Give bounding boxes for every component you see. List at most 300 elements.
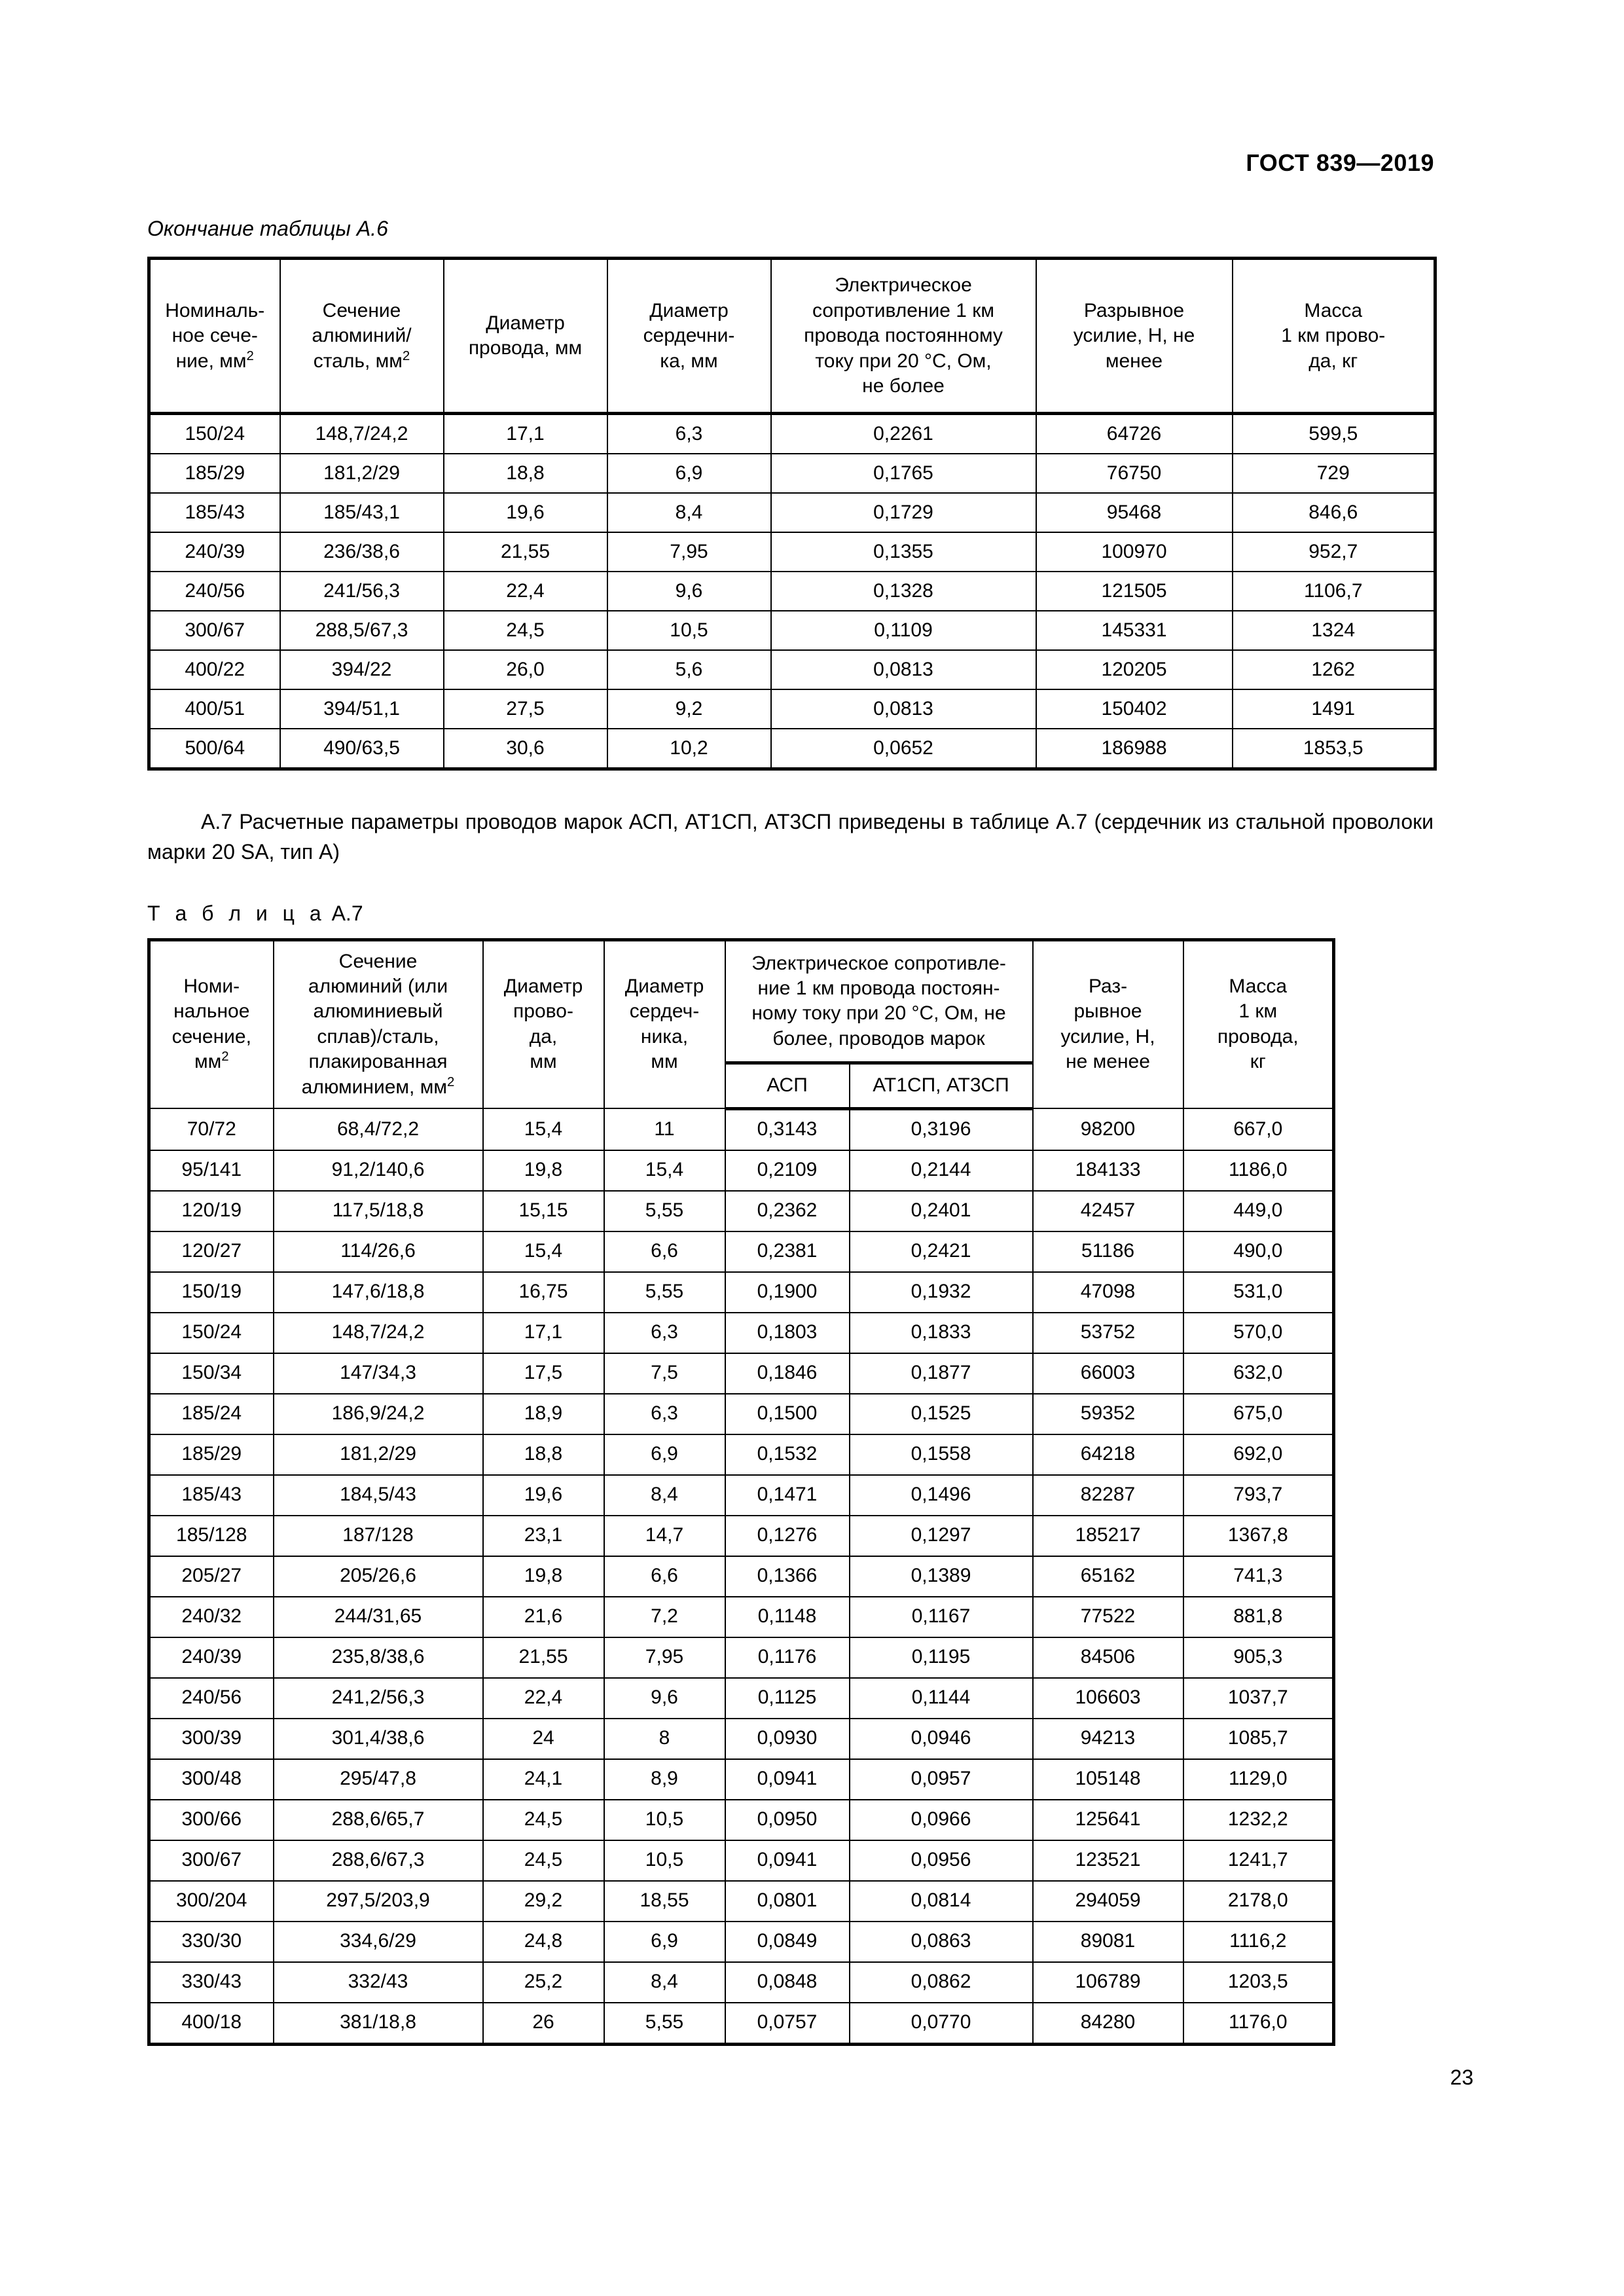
- table-cell: 53752: [1033, 1313, 1183, 1353]
- table-cell: 0,3196: [850, 1108, 1033, 1150]
- table-cell: 0,0814: [850, 1881, 1033, 1922]
- header-line: усилие, Н,: [1060, 1025, 1155, 1048]
- header-line: Электрическое сопротивле-: [751, 952, 1006, 974]
- header-line: Раз-: [1088, 975, 1128, 998]
- header-line: прово-: [513, 1000, 573, 1023]
- table-cell: 150/34: [149, 1353, 274, 1394]
- table-cell: 300/67: [149, 611, 280, 650]
- table-row: [149, 1353, 1334, 1394]
- table-cell: 6,6: [604, 1231, 725, 1272]
- table-cell: 0,0652: [771, 729, 1036, 769]
- table-cell: 29,2: [483, 1881, 604, 1922]
- table-cell: 0,1765: [771, 454, 1036, 493]
- header-superscript: 2: [446, 1074, 455, 1089]
- table-cell: 17,5: [483, 1353, 604, 1394]
- table-cell: 381/18,8: [274, 2003, 483, 2045]
- table-row: [149, 1800, 1334, 1840]
- header-line: плакированная: [308, 1051, 448, 1073]
- table-cell: 120/27: [149, 1231, 274, 1272]
- table-cell: 0,2401: [850, 1191, 1033, 1231]
- table-cell: 905,3: [1183, 1637, 1334, 1678]
- header-line: ние, мм: [175, 350, 247, 372]
- table-cell: 1037,7: [1183, 1678, 1334, 1719]
- table-cell: 148,7/24,2: [280, 414, 444, 454]
- table-cell: 0,0930: [725, 1719, 850, 1759]
- header-line: алюминий/: [312, 325, 412, 347]
- header-line: току при 20 °C, Ом,: [815, 350, 992, 372]
- table-cell: 0,0848: [725, 1962, 850, 2003]
- header-line: 1 км: [1238, 1000, 1278, 1023]
- table-cell: 0,1900: [725, 1272, 850, 1313]
- table-row: [149, 1516, 1334, 1556]
- table-cell: 24,5: [444, 611, 607, 650]
- table-cell: 185/29: [149, 454, 280, 493]
- table-cell: 667,0: [1183, 1108, 1334, 1150]
- table-cell: 0,2261: [771, 414, 1036, 454]
- table-cell: 0,0946: [850, 1719, 1033, 1759]
- table-cell: 51186: [1033, 1231, 1183, 1272]
- header-superscript: 2: [221, 1049, 229, 1065]
- table-a7-caption: [147, 901, 1434, 926]
- table-row: [149, 1191, 1334, 1231]
- page-number: 23: [1450, 2066, 1473, 2089]
- table-cell: 0,1328: [771, 572, 1036, 611]
- table-cell: 0,0849: [725, 1922, 850, 1962]
- table-cell: 26: [483, 2003, 604, 2045]
- table-cell: 240/32: [149, 1597, 274, 1637]
- table-cell: 0,1729: [771, 493, 1036, 532]
- header-line: сопротивление 1 км: [812, 299, 995, 321]
- table-cell: 793,7: [1183, 1475, 1334, 1516]
- table-cell: 531,0: [1183, 1272, 1334, 1313]
- table-cell: 0,1148: [725, 1597, 850, 1637]
- table-row: [149, 454, 1435, 493]
- table-row: [149, 1150, 1334, 1191]
- table-cell: 24: [483, 1719, 604, 1759]
- table-cell: 19,8: [483, 1556, 604, 1597]
- table-cell: 24,5: [483, 1800, 604, 1840]
- header-line: мм: [530, 1051, 557, 1073]
- table-cell: 1241,7: [1183, 1840, 1334, 1881]
- table-cell: 125641: [1033, 1800, 1183, 1840]
- table-cell: 66003: [1033, 1353, 1183, 1394]
- table-cell: 10,5: [607, 611, 771, 650]
- table-cell: 334,6/29: [274, 1922, 483, 1962]
- table-cell: 0,1195: [850, 1637, 1033, 1678]
- table-cell: 123521: [1033, 1840, 1183, 1881]
- table-cell: 5,55: [604, 1272, 725, 1313]
- table-cell: 1116,2: [1183, 1922, 1334, 1962]
- table-cell: 599,5: [1233, 414, 1435, 454]
- col-header-core-diameter: [604, 939, 725, 1108]
- table-row: [149, 689, 1435, 729]
- table-cell: 23,1: [483, 1516, 604, 1556]
- table-cell: 241/56,3: [280, 572, 444, 611]
- table-cell: 47098: [1033, 1272, 1183, 1313]
- paragraph-a7: А.7 Расчетные параметры проводов марок АСП, АТ1СП, АТ3СП приведены в таблице А.7 (сердечник из стальной проволоки марки 20 SA, тип А): [147, 810, 1434, 864]
- table-cell: 181,2/29: [274, 1434, 483, 1475]
- table-cell: 235,8/38,6: [274, 1637, 483, 1678]
- table-cell: 5,55: [604, 1191, 725, 1231]
- table-cell: 0,2362: [725, 1191, 850, 1231]
- table-cell: 0,1525: [850, 1394, 1033, 1434]
- table-cell: 244/31,65: [274, 1597, 483, 1637]
- table-a7-body: [149, 1108, 1334, 2044]
- table-cell: 0,1366: [725, 1556, 850, 1597]
- col-subheader-asp: АСП: [725, 1063, 850, 1108]
- table-row: [149, 1597, 1334, 1637]
- table-cell: 394/22: [280, 650, 444, 689]
- table-cell: 0,1496: [850, 1475, 1033, 1516]
- table-cell: 16,75: [483, 1272, 604, 1313]
- col-header-resistance: [771, 259, 1036, 414]
- table-cell: 0,0813: [771, 650, 1036, 689]
- table-cell: 114/26,6: [274, 1231, 483, 1272]
- header-superscript: 2: [246, 348, 254, 363]
- table-cell: 0,1355: [771, 532, 1036, 572]
- header-line: Диаметр: [486, 312, 565, 334]
- table-cell: 500/64: [149, 729, 280, 769]
- table-cell: 236/38,6: [280, 532, 444, 572]
- table-cell: 185/29: [149, 1434, 274, 1475]
- table-cell: 64726: [1036, 414, 1233, 454]
- table-cell: 95468: [1036, 493, 1233, 532]
- table-cell: 0,2109: [725, 1150, 850, 1191]
- col-header-wire-diameter: [444, 259, 607, 414]
- table-cell: 148,7/24,2: [274, 1313, 483, 1353]
- header-line: ника,: [640, 1025, 689, 1048]
- table-cell: 294059: [1033, 1881, 1183, 1922]
- running-head: ГОСТ 839—2019: [1246, 149, 1434, 176]
- header-line: Сечение: [322, 299, 401, 321]
- header-line: нальное: [173, 1000, 250, 1023]
- table-cell: 7,95: [607, 532, 771, 572]
- table-cell: 0,0770: [850, 2003, 1033, 2045]
- table-cell: 2178,0: [1183, 1881, 1334, 1922]
- table-cell: 0,2421: [850, 1231, 1033, 1272]
- table-cell: 14,7: [604, 1516, 725, 1556]
- header-line: сердечни-: [643, 325, 735, 347]
- header-line: Диаметр: [624, 975, 704, 998]
- table-a7: [147, 938, 1335, 2046]
- table-cell: 0,1846: [725, 1353, 850, 1394]
- table-cell: 240/56: [149, 572, 280, 611]
- header-line: рывное: [1074, 1000, 1142, 1023]
- table-a7-header-row-1: [149, 939, 1334, 1063]
- col-header-breaking-force: [1033, 939, 1183, 1108]
- header-line: ное сече-: [171, 325, 258, 347]
- table-cell: 89081: [1033, 1922, 1183, 1962]
- table-cell: 82287: [1033, 1475, 1183, 1516]
- header-line: провода,: [1217, 1025, 1299, 1048]
- table-a7-head: [149, 939, 1334, 1108]
- table-row: [149, 1394, 1334, 1434]
- table-cell: 8,4: [604, 1962, 725, 2003]
- table-a6-head: [149, 259, 1435, 414]
- table-cell: 6,9: [604, 1434, 725, 1475]
- table-cell: 84506: [1033, 1637, 1183, 1678]
- table-row: [149, 1759, 1334, 1800]
- table-cell: 0,3143: [725, 1108, 850, 1150]
- table-cell: 0,0813: [771, 689, 1036, 729]
- header-line: ка, мм: [660, 350, 718, 372]
- table-cell: 300/204: [149, 1881, 274, 1922]
- table-cell: 187/128: [274, 1516, 483, 1556]
- table-cell: 0,1532: [725, 1434, 850, 1475]
- table-cell: 0,0757: [725, 2003, 850, 2045]
- table-a7-caption-word: Т а б л и ц а: [147, 902, 326, 926]
- table-cell: 288,6/67,3: [274, 1840, 483, 1881]
- table-cell: 241,2/56,3: [274, 1678, 483, 1719]
- table-row: [149, 1475, 1334, 1516]
- table-cell: 117,5/18,8: [274, 1191, 483, 1231]
- table-cell: 147/34,3: [274, 1353, 483, 1394]
- table-row: [149, 1922, 1334, 1962]
- table-cell: 330/30: [149, 1922, 274, 1962]
- table-cell: 332/43: [274, 1962, 483, 2003]
- table-cell: 8,4: [607, 493, 771, 532]
- col-header-resistance-group: [725, 939, 1033, 1063]
- table-cell: 6,6: [604, 1556, 725, 1597]
- table-row: [149, 572, 1435, 611]
- table-cell: 22,4: [444, 572, 607, 611]
- table-cell: 5,55: [604, 2003, 725, 2045]
- table-cell: 0,0941: [725, 1840, 850, 1881]
- table-cell: 185/43: [149, 493, 280, 532]
- table-cell: 106789: [1033, 1962, 1183, 2003]
- table-cell: 0,2381: [725, 1231, 850, 1272]
- table-cell: 106603: [1033, 1678, 1183, 1719]
- table-cell: 10,2: [607, 729, 771, 769]
- col-header-mass: [1183, 939, 1334, 1108]
- table-cell: 98200: [1033, 1108, 1183, 1150]
- table-cell: 0,0801: [725, 1881, 850, 1922]
- header-line: не менее: [1066, 1051, 1150, 1073]
- table-cell: 240/39: [149, 532, 280, 572]
- table-cell: 105148: [1033, 1759, 1183, 1800]
- table-cell: 19,6: [483, 1475, 604, 1516]
- table-cell: 0,1932: [850, 1272, 1033, 1313]
- header-line: Номиналь-: [165, 299, 265, 321]
- table-cell: 147,6/18,8: [274, 1272, 483, 1313]
- table-row: [149, 1881, 1334, 1922]
- table-cell: 184133: [1033, 1150, 1183, 1191]
- table-cell: 15,4: [483, 1108, 604, 1150]
- table-cell: 21,6: [483, 1597, 604, 1637]
- table-cell: 18,55: [604, 1881, 725, 1922]
- table-cell: 6,9: [604, 1922, 725, 1962]
- table-cell: 30,6: [444, 729, 607, 769]
- table-cell: 8,9: [604, 1759, 725, 1800]
- table-a7-caption-number: А.7: [331, 902, 363, 926]
- table-a6: [147, 257, 1437, 771]
- table-cell: 7,95: [604, 1637, 725, 1678]
- header-line: менее: [1105, 350, 1163, 372]
- header-line: Масса: [1229, 975, 1288, 998]
- table-cell: 18,8: [444, 454, 607, 493]
- col-header-breaking-force: [1036, 259, 1233, 414]
- header-superscript: 2: [402, 348, 410, 363]
- table-cell: 185/43,1: [280, 493, 444, 532]
- table-cell: 490/63,5: [280, 729, 444, 769]
- col-header-section-alu-clad-steel: [274, 939, 483, 1108]
- table-cell: 1324: [1233, 611, 1435, 650]
- table-a6-header-row: [149, 259, 1435, 414]
- table-cell: 1176,0: [1183, 2003, 1334, 2045]
- table-cell: 68,4/72,2: [274, 1108, 483, 1150]
- table-cell: 1203,5: [1183, 1962, 1334, 2003]
- table-row: [149, 493, 1435, 532]
- header-line: да,: [529, 1025, 558, 1048]
- table-cell: 15,4: [604, 1150, 725, 1191]
- header-line: Диаметр: [503, 975, 583, 998]
- header-line: провода, мм: [468, 337, 583, 359]
- table-row: [149, 1231, 1334, 1272]
- col-header-mass: [1233, 259, 1435, 414]
- table-cell: 490,0: [1183, 1231, 1334, 1272]
- table-cell: 15,4: [483, 1231, 604, 1272]
- table-cell: 7,2: [604, 1597, 725, 1637]
- table-cell: 10,5: [604, 1840, 725, 1881]
- header-line: усилие, Н, не: [1073, 325, 1195, 347]
- table-cell: 9,2: [607, 689, 771, 729]
- table-row: [149, 1313, 1334, 1353]
- table-cell: 84280: [1033, 2003, 1183, 2045]
- table-cell: 394/51,1: [280, 689, 444, 729]
- table-cell: 22,4: [483, 1678, 604, 1719]
- table-cell: 741,3: [1183, 1556, 1334, 1597]
- table-cell: 846,6: [1233, 493, 1435, 532]
- page-content: [147, 216, 1434, 2046]
- table-cell: 288,5/67,3: [280, 611, 444, 650]
- table-row: [149, 1556, 1334, 1597]
- table-cell: 18,8: [483, 1434, 604, 1475]
- table-cell: 0,1558: [850, 1434, 1033, 1475]
- table-row: [149, 1840, 1334, 1881]
- table-cell: 150/19: [149, 1272, 274, 1313]
- header-line: не более: [862, 374, 945, 397]
- table-cell: 5,6: [607, 650, 771, 689]
- table-cell: 297,5/203,9: [274, 1881, 483, 1922]
- table-cell: 881,8: [1183, 1597, 1334, 1637]
- table-cell: 17,1: [483, 1313, 604, 1353]
- table-cell: 6,9: [607, 454, 771, 493]
- table-cell: 400/22: [149, 650, 280, 689]
- table-cell: 7,5: [604, 1353, 725, 1394]
- table-cell: 0,1176: [725, 1637, 850, 1678]
- table-cell: 6,3: [604, 1313, 725, 1353]
- table-cell: 0,1297: [850, 1516, 1033, 1556]
- table-cell: 9,6: [607, 572, 771, 611]
- table-cell: 184,5/43: [274, 1475, 483, 1516]
- table-cell: 186,9/24,2: [274, 1394, 483, 1434]
- header-line: да, кг: [1308, 350, 1358, 372]
- header-line: 1 км прово-: [1281, 325, 1386, 347]
- col-subheader-at1sp-at3sp: АТ1СП, АТ3СП: [850, 1063, 1033, 1108]
- header-line: мм: [194, 1051, 222, 1073]
- header-line: Масса: [1304, 299, 1363, 321]
- table-cell: 95/141: [149, 1150, 274, 1191]
- header-line: Номи-: [183, 975, 240, 998]
- table-cell: 0,1109: [771, 611, 1036, 650]
- table-cell: 675,0: [1183, 1394, 1334, 1434]
- header-line: провода постоянному: [804, 325, 1003, 347]
- header-line: алюминиевый: [313, 1000, 443, 1023]
- table-cell: 301,4/38,6: [274, 1719, 483, 1759]
- table-cell: 26,0: [444, 650, 607, 689]
- header-line: сплав)/сталь,: [317, 1025, 439, 1048]
- table-cell: 0,1389: [850, 1556, 1033, 1597]
- table-cell: 42457: [1033, 1191, 1183, 1231]
- table-row: [149, 1434, 1334, 1475]
- table-cell: 0,1833: [850, 1313, 1033, 1353]
- table-cell: 288,6/65,7: [274, 1800, 483, 1840]
- table-cell: 952,7: [1233, 532, 1435, 572]
- col-header-section-alu-steel: [280, 259, 444, 414]
- table-row: [149, 611, 1435, 650]
- table-row: [149, 532, 1435, 572]
- table-cell: 692,0: [1183, 1434, 1334, 1475]
- table-cell: 24,8: [483, 1922, 604, 1962]
- table-cell: 205/27: [149, 1556, 274, 1597]
- table-cell: 1232,2: [1183, 1800, 1334, 1840]
- table-cell: 9,6: [604, 1678, 725, 1719]
- table-cell: 0,0956: [850, 1840, 1033, 1881]
- table-cell: 0,0966: [850, 1800, 1033, 1840]
- header-line: Электрическое: [835, 274, 972, 297]
- header-line: более, проводов марок: [772, 1027, 985, 1049]
- table-cell: 10,5: [604, 1800, 725, 1840]
- table-cell: 94213: [1033, 1719, 1183, 1759]
- table-cell: 205/26,6: [274, 1556, 483, 1597]
- table-row: [149, 1962, 1334, 2003]
- table-cell: 25,2: [483, 1962, 604, 2003]
- table-cell: 0,1500: [725, 1394, 850, 1434]
- table-cell: 24,1: [483, 1759, 604, 1800]
- header-line: Диаметр: [649, 299, 729, 321]
- table-cell: 21,55: [483, 1637, 604, 1678]
- table-cell: 400/51: [149, 689, 280, 729]
- col-header-wire-diameter: [483, 939, 604, 1108]
- table-cell: 0,1877: [850, 1353, 1033, 1394]
- table-row: [149, 1108, 1334, 1150]
- table-cell: 150/24: [149, 414, 280, 454]
- table-cell: 91,2/140,6: [274, 1150, 483, 1191]
- table-cell: 0,0862: [850, 1962, 1033, 2003]
- header-line: сталь, мм: [313, 350, 403, 372]
- table-cell: 19,6: [444, 493, 607, 532]
- table-cell: 8,4: [604, 1475, 725, 1516]
- table-cell: 295/47,8: [274, 1759, 483, 1800]
- table-cell: 0,0941: [725, 1759, 850, 1800]
- table-cell: 0,0950: [725, 1800, 850, 1840]
- col-header-nominal-section: [149, 259, 280, 414]
- table-cell: 400/18: [149, 2003, 274, 2045]
- table-cell: 185/43: [149, 1475, 274, 1516]
- table-cell: 15,15: [483, 1191, 604, 1231]
- header-line: Разрывное: [1083, 299, 1185, 321]
- header-line: алюминий (или: [308, 975, 448, 998]
- table-cell: 120/19: [149, 1191, 274, 1231]
- table-cell: 17,1: [444, 414, 607, 454]
- table-cell: 6,3: [607, 414, 771, 454]
- table-cell: 0,1144: [850, 1678, 1033, 1719]
- table-cell: 300/67: [149, 1840, 274, 1881]
- table-cell: 0,0957: [850, 1759, 1033, 1800]
- table-cell: 0,1167: [850, 1597, 1033, 1637]
- header-line: мм: [651, 1051, 678, 1073]
- table-cell: 1853,5: [1233, 729, 1435, 769]
